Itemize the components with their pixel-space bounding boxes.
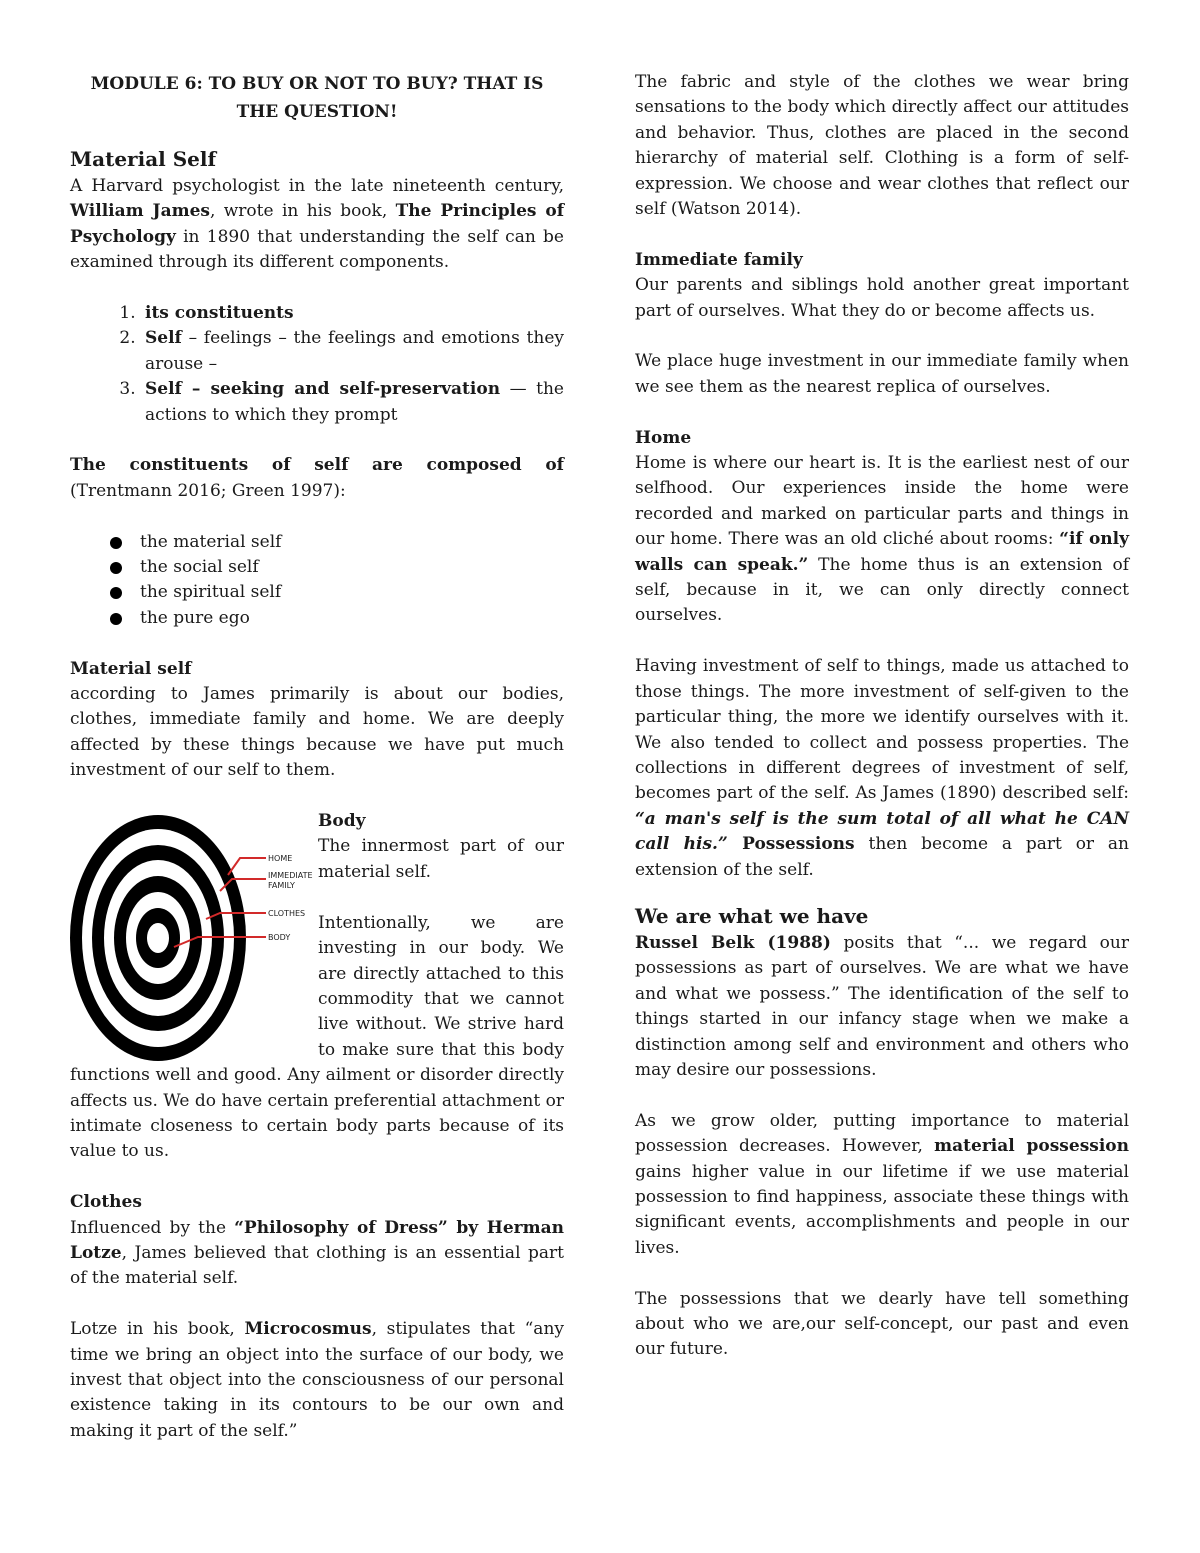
list-item: 1. its constituents [141, 301, 564, 326]
material-self-heading: Material Self [70, 147, 217, 171]
target-figure [70, 813, 318, 1063]
bullet-icon [110, 613, 122, 625]
list-item: the material self [110, 530, 564, 555]
family-paragraph-1: Our parents and siblings hold another great important part of ourselves. What they do or become affects us. [635, 275, 1129, 321]
lotze-paragraph: Lotze in his book, Microcosmus, stipulates that “any time we bring an object into the surface of our body, we invest that object into the consciousness of our personal existence taking in its contours to be our own and making it part of the self.” [70, 1319, 564, 1441]
intro-paragraph: A Harvard psychologist in the late nineteenth century, William James, wrote in his book, The Principles of Psychology in 1890 that understanding the self can be examined through its different components. [70, 176, 565, 273]
constituents-list [70, 301, 564, 428]
final-paragraph: The possessions that we dearly have tell something about who we are,our self-concept, our past and even our future. [635, 1288, 1129, 1360]
ring-labels [268, 854, 313, 942]
investment-paragraph: Having investment of self to things, made us attached to those things. The more investment of self-given to the particular thing, the more we identify ourselves with it. We also tended to collect and possess properties. The collections in different degrees of investment of self, becomes part of the self. As James (1890) described self: “a man's self is the sum total of all what he CAN call his.” Possessions then become a part or an extension of the self. [635, 656, 1129, 880]
body-intro: The innermost part of our material self. [318, 836, 564, 882]
home-paragraph: Home is where our heart is. It is the earliest nest of our selfhood. Our experiences inside the home were recorded and marked on particular parts and things in our home. There was an old cliché about rooms: “if only walls can speak.” The home thus is an extension of self, because in it, we can only directly connect ourselves. [635, 453, 1129, 626]
target-diagram [70, 813, 318, 1063]
body-section [70, 809, 564, 1165]
label-immediate: IMMEDIATE [268, 871, 313, 881]
page-title: MODULE 6: TO BUY OR NOT TO BUY? THAT IS THE QUESTION! [90, 74, 544, 122]
fabric-paragraph: The fabric and style of the clothes we wear bring sensations to the body which directly affect our attitudes and behavior. Thus, clothes are placed in the second hierarchy of material self. Clothing is a form of self-expression. We choose and wear clothes that reflect our self (Watson 2014). [635, 72, 1129, 220]
list-item: the social self [110, 555, 564, 580]
material-self-paragraph: according to James primarily is about our bodies, clothes, immediate family and home. We are deeply affected by these things because we have put much investment of our self to them. [70, 684, 564, 781]
bullet-icon [110, 562, 122, 574]
material-self-subheading: Material self [70, 658, 192, 679]
we-are-what-we-have-heading: We are what we have [635, 903, 869, 928]
belk-paragraph: Russel Belk (1988) posits that “... we regard our possessions as part of ourselves. We are what we have and what we possess.” The identification of the self to things started in our infancy stage when we make a distinction among self and environment and others who may desire our possessions. [635, 932, 1129, 1080]
list-item: the spiritual self [110, 580, 564, 605]
family-heading: Immediate family [635, 249, 803, 270]
body-heading: Body [318, 811, 366, 832]
bullet-icon [110, 587, 122, 599]
self-bullets [70, 530, 564, 632]
home-heading: Home [635, 427, 692, 448]
body-paragraph: Intentionally, we are investing in our body. We are directly attached to this commodity that we cannot live without. We strive hard to make sure that this body functions well and good. Any ailment or disorder directly affects us. We do have certain preferential attachment or intimate closeness to certain body parts because of its value to us. [70, 912, 564, 1162]
bullet-icon [110, 537, 122, 549]
list-item: the pure ego [110, 606, 564, 631]
label-clothes: CLOTHES [268, 909, 306, 919]
right-column [635, 70, 1129, 1363]
label-body: BODY [268, 933, 291, 943]
composed-paragraph: The constituents of self are composed of (Trentmann 2016; Green 1997): [70, 455, 564, 501]
label-family: FAMILY [268, 881, 295, 891]
list-item: 2. Self – feelings – the feelings and emotions they arouse – [141, 326, 564, 377]
list-item: 3. Self – seeking and self-preservation — the actions to which they prompt [141, 377, 564, 428]
label-home: HOME [268, 854, 293, 864]
clothes-heading: Clothes [70, 1192, 142, 1213]
clothes-paragraph: Influenced by the “Philosophy of Dress” by Herman Lotze, James believed that clothing is an essential part of the material self. [70, 1217, 564, 1289]
family-paragraph-2: We place huge investment in our immediate family when we see them as the nearest replica of ourselves. [635, 351, 1129, 397]
older-paragraph: As we grow older, putting importance to material possession decreases. However, material possession gains higher value in our lifetime if we use material possession to find happiness, associate these things with significant events, accomplishments and people in our lives. [635, 1110, 1129, 1258]
left-column [70, 70, 564, 1444]
